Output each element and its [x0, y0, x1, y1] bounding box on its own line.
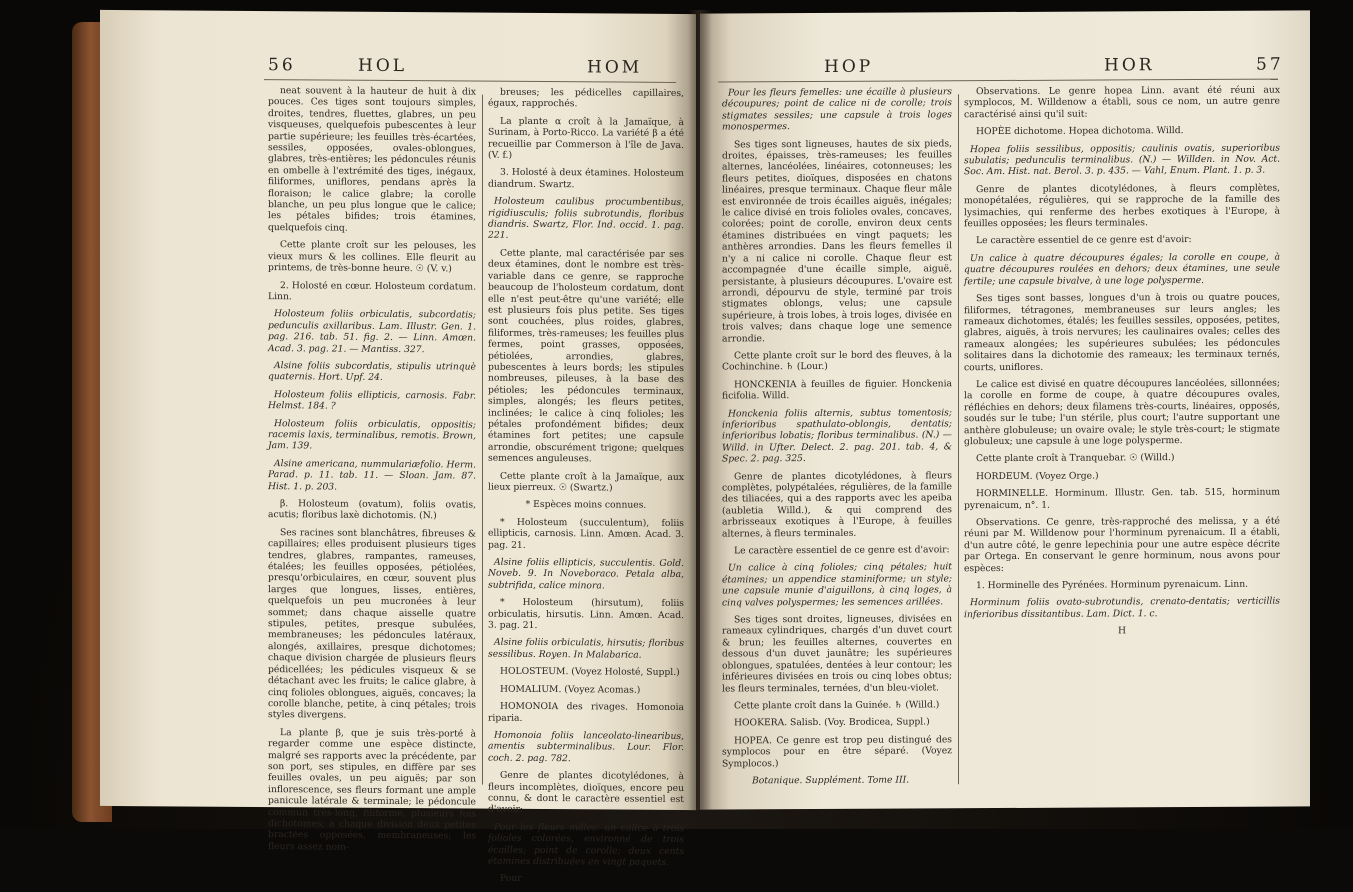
text-paragraph: HONCKENIA à feuilles de figuier. Honckenia ficifolia. Willd. — [722, 378, 952, 402]
text-paragraph: Pour les fleurs femelles: une écaille à plusieurs découpures; point de calice ni de corolle; trois stigmates sessiles; une capsule à trois loges monospermes. — [722, 86, 952, 133]
text-paragraph: HOPÈE dichotome. Hopea dichotoma. Willd. — [976, 125, 1184, 138]
book-gutter — [688, 10, 712, 810]
text-paragraph: Holosteum foliis ellipticis, carnosis. Fabr. Helmst. 184. ? — [268, 388, 476, 412]
text-paragraph: Ses tiges sont droites, ligneuses, divisées en rameaux cylindriques, chargés d'un duvet court & brun; les feuilles alternes, couvertes en dessous d'un duvet jaunâtre; les supérieures oblongues, spatulées, dentées à leur contour; les inférieures divisées en trois ou cinq lobes obtus; les fleurs terminales, ternées, d'un bleu-violet. — [722, 613, 952, 694]
text-paragraph: 3. Holosté à deux étamines. Holosteum diandrum. Swartz. — [488, 167, 684, 191]
text-paragraph: 2. Holosté en cœur. Holosteum cordatum. Linn. — [268, 279, 476, 303]
text-paragraph: Cette plante croît sur les pelouses, les vieux murs & les collines. Elle fleurit au printems, de très-bonne heure. ☉ (V. v.) — [268, 239, 476, 275]
right-header-hop: HOP — [824, 56, 874, 77]
text-paragraph: Pour — [500, 873, 522, 885]
left-column-divider — [482, 95, 483, 785]
text-paragraph: Horminum foliis ovato-subrotundis, crenato-dentatis; verticillis inferioribus dissitantibus. Lam. Dict. 1. c. — [964, 595, 1280, 621]
text-paragraph: Ses tiges sont ligneuses, hautes de six pieds, droites, épaisses, très-rameuses; les feuilles alternes, lancéolées, linéaires, cotonneuses; les fleurs petites, dioïques, disposées en chatons linéaires, presque terminaux. Chaque fleur mâle est environnée de trois écailles aiguës, inégales; le calice divisé en trois folioles ovales, concaves, colorées; point de corolle, environ deux cents étamines distribuées en vingt paquets; les anthères arrondies. Dans les fleurs femelles il n'y a ni calice ni corolle. Chaque fleur est accompagnée d'une écaille simple, aiguë, persistante, à plusieurs découpures. L'ovaire est arrondi, dépourvu de style, terminé par trois stigmates oblongs, velus; une capsule supérieure, à trois lobes, à trois loges, divisée en trois valves; dans chaque loge une semence arrondie. — [722, 137, 952, 345]
text-paragraph: Cette plante croît dans la Guinée. ♄ (Willd.) — [734, 699, 940, 712]
text-paragraph: Cette plante croît à Tranquebar. ☉ (Willd.) — [976, 452, 1175, 465]
text-paragraph: breuses; les pédicelles capillaires, égaux, rapprochés. — [488, 86, 684, 110]
text-paragraph: β. Holosteum (ovatum), foliis ovatis, acutis; floribus laxè dichotomis. (N.) — [268, 498, 476, 522]
left-header-hol: HOL — [358, 55, 408, 77]
text-paragraph: Homonoia foliis lanceolato-linearibus, amentis subterminalibus. Lour. Flor. coch. 2. pag. 782. — [488, 729, 684, 764]
text-paragraph: Cette plante croît à la Jamaïque, aux lieux pierreux. ☉ (Swartz.) — [488, 470, 684, 494]
text-paragraph: Genre de plantes dicotylédones, à fleurs complètes, polypétalées, régulières, de la famille des tiliacées, qui a des rapports avec les apeiba (aubletia Willd.), & qui comprend des arbrisseaux exotiques à l'Europe, à feuilles alternes, à fleurs terminales. — [722, 469, 952, 540]
text-paragraph: Alsine americana, nummulariæfolio. Herm. Parad. p. 11. tab. 11. — Sloan. Jam. 87. Hist. 1. p. 203. — [268, 457, 476, 493]
text-paragraph: La plante α croît à la Jamaïque, à Surinam, à Porto-Ricco. La variété β a été recueillie par Commerson à l'île de Java. (V. f.) — [488, 115, 684, 161]
right-column-2 — [964, 85, 1280, 644]
text-paragraph: Genre de plantes dicotylédones, à fleurs complètes, monopétalées, régulières, qui se rapproche de la famille des lysimachies, qui renferme des herbes exotiques à l'Europe, à feuilles opposées; les fleurs terminales. — [964, 182, 1280, 230]
text-paragraph: * Espèces moins connues. — [525, 499, 647, 512]
text-paragraph: Un calice à quatre découpures égales; la corolle en coupe, à quatre découpures roulées en dehors; deux étamines, une seule fertile; une capsule bivalve, à une loge polysperme. — [964, 251, 1280, 287]
text-paragraph: Hopea foliis sessilibus, oppositis; caulinis ovatis, superioribus subulatis; pedunculis terminalibus. (N.) — Willden. in Nov. Act. Soc. Am. Hist. nat. Berol. 3. p. 435. — Vahl, Enum. Plant. 1. p. 3. — [964, 142, 1280, 178]
text-paragraph: La plante β, que je suis très-porté à regarder comme une espèce distincte, malgré ses rapports avec la précédente, par son port, ses stipules, en diffère par ses feuilles ovales, un peu aiguës; par son inflorescence, ses fleurs formant une ample panicule latérale & terminale; le pédoncule commun très-long, filiforme, plusieurs fois dichotomes; à chaque division deux petites bractées opposées, membraneuses; les fleurs assez nom- — [268, 726, 476, 853]
text-paragraph: HOOKERA. Salisb. (Voy. Brodicea, Suppl.) — [734, 716, 930, 729]
text-paragraph: Alsine foliis subcordatis, stipulis utrinquè quaternis. Hort. Upf. 24. — [268, 360, 476, 384]
text-paragraph: HOLOSTEUM. (Voyez Holosté, Suppl.) — [500, 665, 680, 679]
right-header-hor: HOR — [1104, 55, 1155, 76]
left-column-1 — [268, 85, 476, 860]
text-paragraph: HOMONOIA des rivages. Homonoia riparia. — [488, 700, 684, 724]
text-paragraph: Observations. Le genre hopea Linn. avant été réuni aux symplocos, M. Willdenow a établi, sous ce nom, un autre genre caractérisé ainsi qu'il suit: — [964, 84, 1280, 121]
text-paragraph: * Holosteum (hirsutum), foliis orbiculatis, hirsutis. Linn. Amœn. Acad. 3. pag. 21. — [488, 596, 684, 632]
text-paragraph: Honckenia foliis alternis, subtus tomentosis; inferioribus spathulato-oblongis, dentatis; inferioribus lobatis; floribus terminalibus. (N.) — Willd. in Ufter. Delect. 2. pag. 201. tab. 4, & Spec. 2. pag. 325. — [722, 406, 952, 465]
text-paragraph: HOMALIUM. (Voyez Acomas.) — [500, 683, 641, 696]
text-paragraph: * Holosteum (succulentum), foliis ellipticis, carnosis. Linn. Amœn. Acad. 3. pag. 21. — [488, 516, 684, 551]
text-paragraph: Le caractère essentiel de ce genre est d'avoir: — [976, 234, 1192, 247]
text-paragraph: Le caractère essentiel de ce genre est d'avoir: — [734, 544, 950, 557]
right-header-rule — [718, 79, 1278, 83]
text-paragraph: Cette plante, mal caractérisée par ses deux étamines, dont le nombre est très-variable dans ce genre, se rapproche beaucoup de l'holosteum cordatum, dont elle n'est peut-être qu'une variété; elle est plusieurs fois plus petite. Ses tiges sont couchées, plus roides, glabres, filiformes, très-rameuses; les feuilles plus fermes, point grasses, opposées, pétiolées, arrondies, glabres, pubescentes à leurs bords; les stipules nombreuses, pileuses, à la base des pétioles; les pédoncules terminaux, simples, alongés; les fleurs petites, inclinées; le calice à cinq folioles; les pétales profondément bifides; deux étamines fort petites; une capsule arrondie, obscurément trigone; quelques semences anguleuses. — [488, 247, 684, 465]
text-paragraph: Botanique. Supplément. Tome III. — [752, 774, 910, 787]
text-paragraph: H — [1117, 625, 1126, 637]
right-column-1 — [722, 86, 952, 793]
text-paragraph: Holosteum caulibus procumbentibus, rigidiusculis; foliis subrotundis, floribus diandris. Swartz, Flor. Ind. occid. 1. pag. 221. — [488, 195, 684, 242]
left-header-hom: HOM — [587, 57, 643, 78]
right-page — [700, 10, 1310, 809]
text-paragraph: 1. Horminelle des Pyrénées. Horminum pyrenaicum. Linn. — [976, 578, 1249, 592]
text-paragraph: HOPEA. Ce genre est trop peu distingué des symplocos pour en être séparé. (Voyez Symplocos.) — [722, 733, 952, 770]
text-paragraph: neat souvent à la hauteur de huit à dix pouces. Ces tiges sont toujours simples, droites, tendres, fluettes, glabres, un peu visqueuses, quelquefois pubescentes à leur partie supérieure; les feuilles très-écartées, sessiles, opposées, ovales-oblongues, glabres, très-entières; les pédoncules réunis en ombelle à l'extrémité des tiges, inégaux, filiformes, uniflores, pendans après la floraison; le calice glabre; la corolle blanche, un peu plus longue que le calice; les pétales bifides; trois étamines, quelquefois cinq. — [268, 85, 476, 234]
text-paragraph: Un calice à cinq folioles; cinq pétales; huit étamines; un appendice staminiforme; un style; une capsule munie d'aiguillons, à cinq loges, à cinq valves polyspermes; les semences arillées. — [722, 561, 952, 609]
text-paragraph: Holosteum foliis orbiculatis, oppositis; racemis laxis, terminalibus, remotis. Brown, Jam. 139. — [268, 417, 476, 452]
text-paragraph: Holosteum foliis orbiculatis, subcordatis; pedunculis axillaribus. Lam. Illustr. Gen. 1. pag. 216. tab. 51. fig. 2. — Linn. Amœn. Acad. 3. pag. 21. — Mantiss. 327. — [268, 308, 476, 355]
right-page-number: 57 — [1256, 54, 1284, 75]
text-paragraph: Observations. Ce genre, très-rapproché des melissa, y a été réuni par M. Willdenow pour l'horminum pyrenaicum. Il a établi, d'un autre côté, le genre lepechinia pour une autre espèce décrite par Ortega. En conservant le genre horminum, nous avons pour espèces: — [964, 515, 1280, 574]
text-paragraph: Cette plante croît sur le bord des fleuves, à la Cochinchine. ♄ (Lour.) — [722, 349, 952, 373]
text-paragraph: HORMINELLE. Horminum. Illustr. Gen. tab. 515, horminum pyrenaicum, n°. 1. — [964, 486, 1280, 511]
text-paragraph: Alsine foliis ellipticis, succulentis. Gold. Noveb. 9. In Noveboraco. Petala alba, subtrifida, calice minora. — [488, 556, 684, 592]
text-paragraph: Ses racines sont blanchâtres, fibreuses & capillaires; elles produisent plusieurs tiges tendres, glabres, rampantes, rameuses, étalées; les feuilles opposées, pétiolées, presqu'orbiculaires, en cœur, souvent plus larges que longues, lisses, entières, quelquefois un peu mucronées à leur sommet; dans chaque aisselle quatre stipules, petites, presque subulées, membraneuses; les pédoncules latéraux, alongés, axillaires, presque dichotomes; chaque division chargée de plusieurs fleurs pédicellées; les pédicules visqueux & se détachant avec les fruits; le calice glabre, à cinq folioles oblongues, aiguës, concaves; la corolle blanche, petite, à cinq pétales; trois styles divergens. — [268, 526, 476, 721]
text-paragraph: Genre de plantes dicotylédones, à fleurs incomplètes, dioïques, encore peu connu, & dont le caractère essentiel est d'avoir: — [488, 769, 684, 816]
text-paragraph: Le calice est divisé en quatre découpures lancéolées, sillonnées; la corolle en forme de coupe, à quatre découpures ovales, réfléchies en dehors; deux filamens très-courts, linéaires, opposés, soudés sur le tube; l'un stérile, plus court; l'autre supportant une anthère globuleuse; un ovaire ovale; le style très-court; le stigmate globuleux; une capsule à une loge polysperme. — [964, 377, 1280, 448]
text-paragraph: Ses tiges sont basses, longues d'un à trois ou quatre pouces, filiformes, tétragones, membraneuses sur leurs angles; les rameaux dichotomes, étalés; les feuilles sessiles, opposées, petites, glabres, aiguës, à trois nervures; les caulinaires ovales; celles des rameaux alongées; les supérieures subulées; les pédoncules solitaires dans la dichotomie des rameaux; les terminaux ternés, courts, uniflores. — [964, 291, 1280, 373]
left-page — [100, 10, 696, 885]
left-column-2 — [488, 87, 684, 892]
text-paragraph: Alsine foliis orbiculatis, hirsutis; floribus sessilibus. Royen. In Malabarica. — [488, 637, 684, 661]
text-paragraph: HORDEUM. (Voyez Orge.) — [976, 470, 1099, 482]
left-header-rule — [264, 79, 676, 83]
left-page-number: 56 — [268, 55, 296, 76]
text-paragraph: Pour les fleurs mâles: un calice à trois folioles colorées, environné de trois écailles; point de corolle; deux cents étamines distribuées en vingt paquets. — [488, 821, 684, 868]
right-column-divider — [958, 94, 959, 784]
